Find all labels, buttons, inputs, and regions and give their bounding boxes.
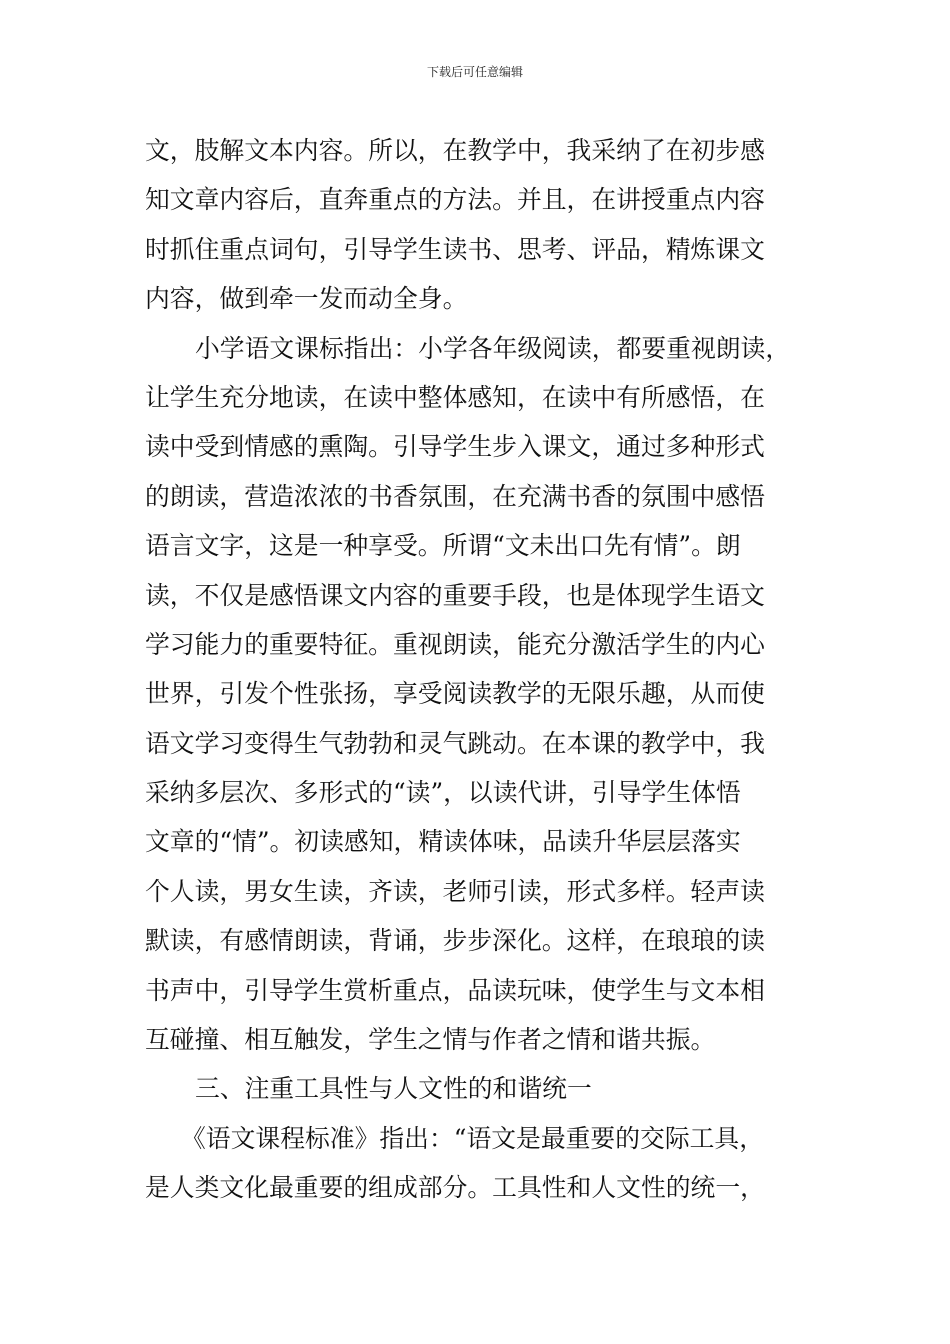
paragraph-line: 文章的“情”。初读感知，精读体味，品读升华层层落实	[145, 827, 741, 857]
paragraph-line: 学习能力的重要特征。重视朗读，能充分激活学生的内心	[145, 629, 765, 659]
paragraph-line: 世界，引发个性张扬，享受阅读教学的无限乐趣，从而使	[145, 679, 765, 709]
paragraph-line: 读，不仅是感悟课文内容的重要手段，也是体现学生语文	[145, 580, 765, 610]
paragraph-line: 是人类文化最重要的组成部分。工具性和人文性的统一，	[145, 1173, 765, 1203]
paragraph-line: 的朗读，营造浓浓的书香氛围，在充满书香的氛围中感悟	[145, 481, 765, 511]
paragraph-line: 读中受到情感的熏陶。引导学生步入课文，通过多种形式	[145, 432, 765, 462]
paragraph-line: 文，肢解文本内容。所以，在教学中，我采纳了在初步感	[145, 136, 765, 165]
paragraph-line: 采纳多层次、多形式的“读”，以读代讲，引导学生体悟	[145, 778, 741, 808]
document-body	[145, 126, 845, 1213]
paragraph-line: 时抓住重点词句，引导学生读书、思考、评品，精炼课文	[145, 234, 765, 264]
paragraph-line: 《语文课程标准》指出：“语文是最重要的交际工具，	[181, 1123, 765, 1153]
paragraph-line: 互碰撞、相互触发，学生之情与作者之情和谐共振。	[145, 1025, 716, 1055]
paragraph-line: 内容，做到牵一发而动全身。	[145, 284, 468, 314]
paragraph-line: 默读，有感情朗读，背诵，步步深化。这样，在琅琅的读	[145, 926, 765, 956]
paragraph-line: 让学生充分地读，在读中整体感知，在读中有所感悟，在	[145, 382, 765, 412]
paragraph-line: 小学语文课标指出：小学各年级阅读，都要重视朗读，	[195, 333, 791, 363]
paragraph-line: 语文学习变得生气勃勃和灵气跳动。在本课的教学中，我	[145, 728, 765, 758]
paragraph-line: 书声中，引导学生赏析重点，品读玩味，使学生与文本相	[145, 975, 765, 1005]
paragraph-line: 语言文字，这是一种享受。所谓“文未出口先有情”。朗	[145, 531, 741, 561]
section-heading: 三、注重工具性与人文性的和谐统一	[195, 1074, 592, 1104]
page-header: 下载后可任意编辑	[426, 65, 523, 79]
paragraph-line: 个人读，男女生读，齐读，老师引读，形式多样。轻声读	[145, 876, 765, 906]
paragraph-line: 知文章内容后，直奔重点的方法。并且，在讲授重点内容	[145, 185, 765, 215]
